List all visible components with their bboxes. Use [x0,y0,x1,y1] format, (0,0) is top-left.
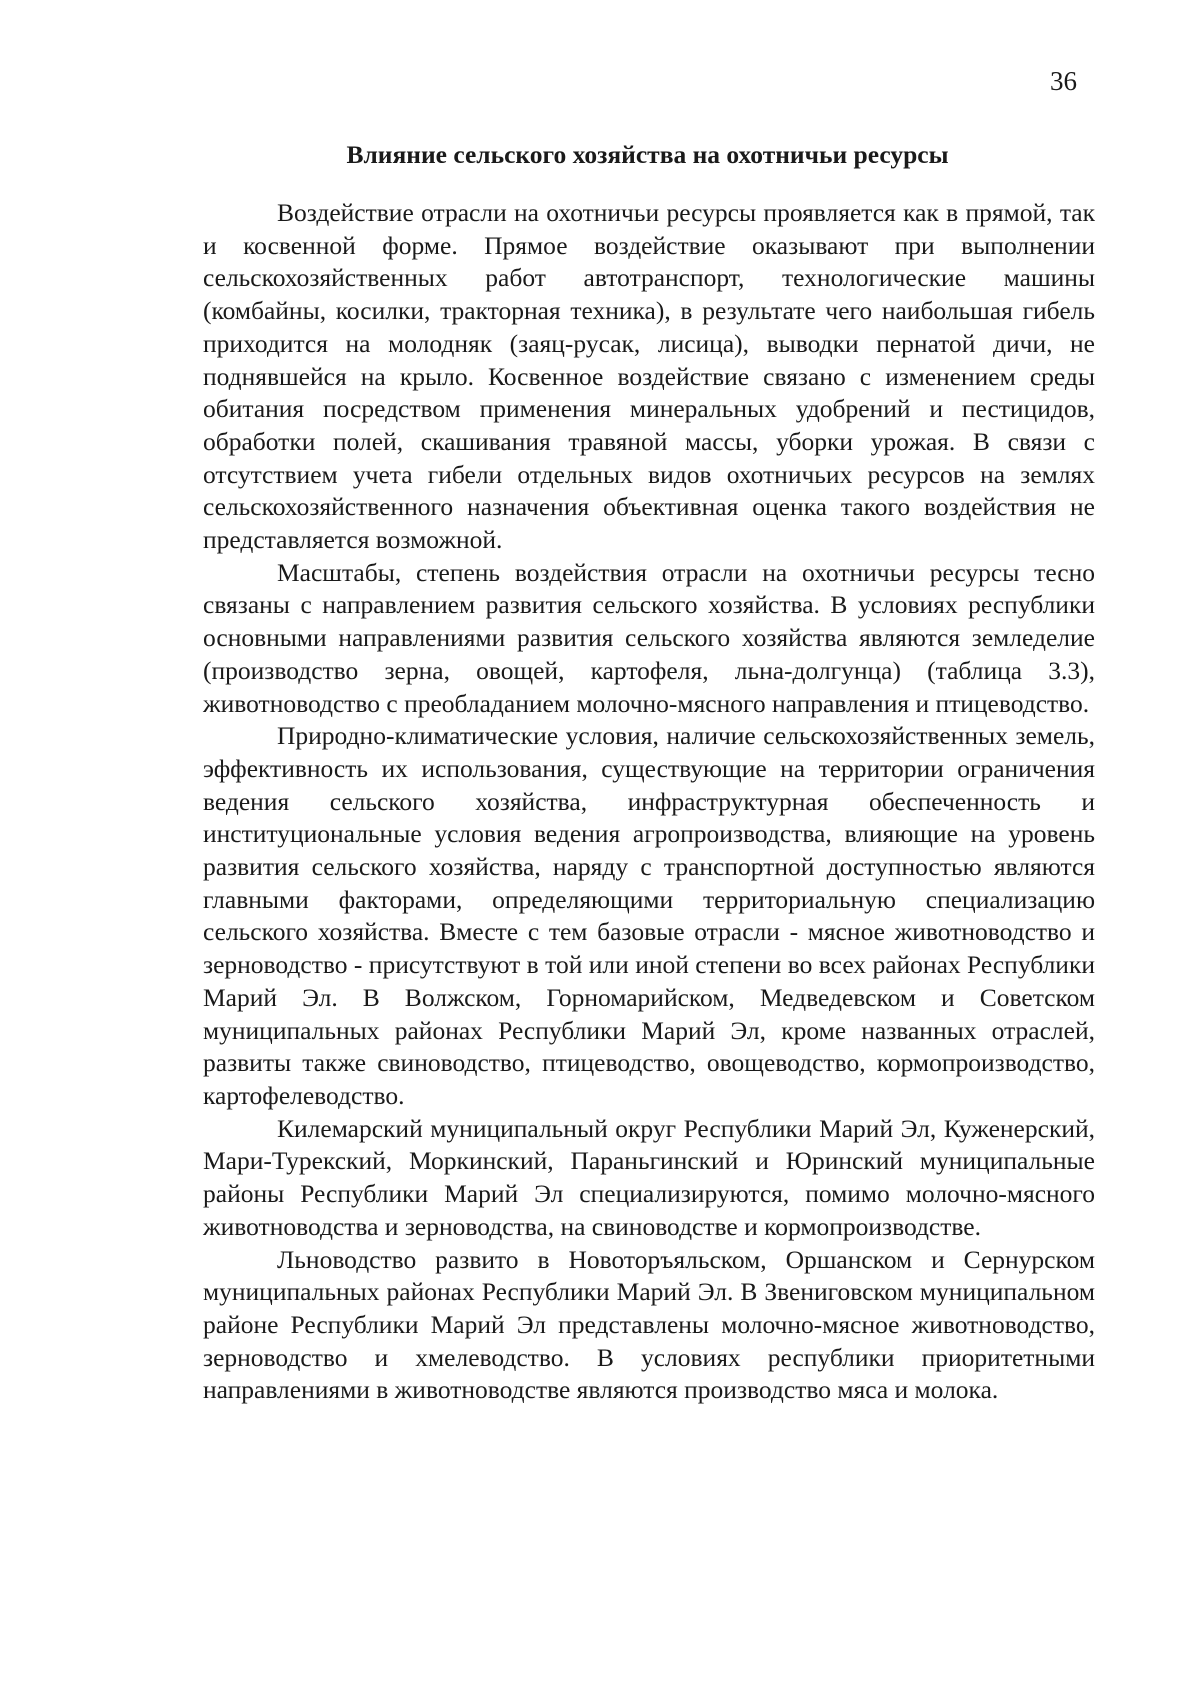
paragraph-natural-conditions: Природно-климатические условия, наличие сельскохозяйственных земель, эффективность их использования, существующие на территории ограничения ведения сельского хозяйства, инфраструктурная обеспеченность и институциональные условия ведения агропроизводства, влияющие на уровень развития сельского хозяйства, наряду с транспортной доступностью являются главными факторами, определяющими территориальную специализацию сельского хозяйства. Вместе с тем базовые отрасли - мясное животноводство и зерноводство - присутствуют в той или иной степени во всех районах Республики Марий Эл. В Волжском, Горномарийском, Медведевском и Советском муниципальных районах Республики Марий Эл, кроме названных отраслей, развиты также свиноводство, птицеводство, овощеводство, кормопроизводство, картофелеводство. [203,721,1095,1110]
paragraph-scale-of-impact: Масштабы, степень воздействия отрасли на охотничьи ресурсы тесно связаны с направлением развития сельского хозяйства. В условиях республики основными направлениями развития сельского хозяйства являются земледелие (производство зерна, овощей, картофеля, льна-долгунца) (таблица 3.3), животноводство с преобладанием молочно-мясного направления и птицеводство. [203,557,1095,718]
page-number: 36 [1050,66,1077,96]
paragraph-flax-growing: Льноводство развито в Новоторъяльском, Оршанском и Сернурском муниципальных районах Республики Марий Эл. В Звениговском муниципальном районе Республики Марий Эл представлены молочно-мясное животноводство, зерноводство и хмелеводство. В условиях республики приоритетными направлениями в животноводстве являются производство мяса и молока. [203,1244,1095,1405]
page-title: Влияние сельского хозяйства на охотничьи ресурсы [346,140,949,169]
body-text [203,197,1095,1407]
paragraph-district-specialization: Килемарский муниципальный округ Республики Марий Эл, Куженерский, Мари-Турекский, Моркинский, Параньгинский и Юринский муниципальные районы Республики Марий Эл специализируются, помимо молочно-мясного животноводства и зерноводства, на свиноводстве и кормопроизводстве. [203,1113,1095,1241]
paragraph-direct-indirect-impact: Воздействие отрасли на охотничьи ресурсы проявляется как в прямой, так и косвенной форме. Прямое воздействие оказывают при выполнении сельскохозяйственных работ автотранспорт, технологические машины (комбайны, косилки, тракторная техника), в результате чего наибольшая гибель приходится на молодняк (заяц-русак, лисица), выводки пернатой дичи, не поднявшейся на крыло. Косвенное воздействие связано с изменением среды обитания посредством применения минеральных удобрений и пестицидов, обработки полей, скашивания травяной массы, уборки урожая. В связи с отсутствием учета гибели отдельных видов охотничьих ресурсов на землях сельскохозяйственного назначения объективная оценка такого воздействия не представляется возможной. [203,198,1095,555]
